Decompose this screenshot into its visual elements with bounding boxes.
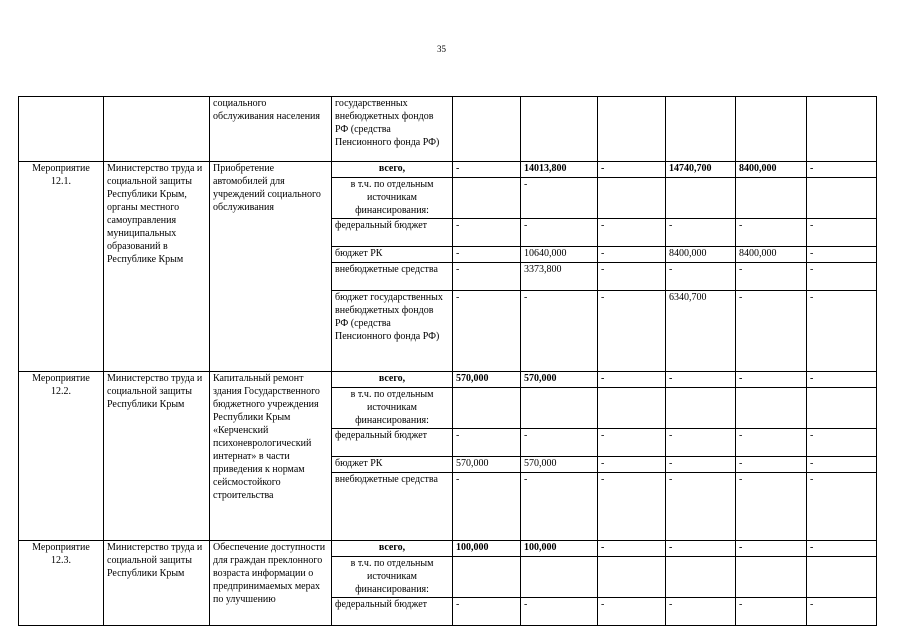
value-cell: - (666, 457, 736, 473)
value-cell: - (453, 219, 521, 247)
value-cell: - (736, 372, 807, 388)
value-cell: - (521, 429, 598, 457)
funding-source-cell: всего, (332, 541, 453, 557)
value-cell: 8400,000 (666, 247, 736, 263)
value-cell: - (807, 598, 877, 626)
value-cell (666, 97, 736, 162)
value-cell: - (807, 457, 877, 473)
activity-name-cell: социального обслуживания населения (210, 97, 332, 162)
funding-source-cell: федеральный бюджет (332, 219, 453, 247)
funding-source-cell: всего, (332, 162, 453, 178)
value-cell (666, 388, 736, 429)
value-cell: - (453, 247, 521, 263)
value-cell: - (521, 219, 598, 247)
value-cell: 570,000 (453, 457, 521, 473)
value-cell (453, 97, 521, 162)
value-cell: - (736, 291, 807, 372)
value-cell: - (666, 473, 736, 541)
executor-cell: Министерство труда и социальной защиты Республики Крым (104, 372, 210, 541)
value-cell: - (598, 219, 666, 247)
value-cell: - (807, 162, 877, 178)
value-cell: - (666, 219, 736, 247)
value-cell: - (453, 598, 521, 626)
value-cell: - (453, 162, 521, 178)
value-cell: 100,000 (453, 541, 521, 557)
value-cell: - (598, 372, 666, 388)
value-cell: - (807, 429, 877, 457)
value-cell: - (807, 473, 877, 541)
value-cell (521, 388, 598, 429)
value-cell: 14740,700 (666, 162, 736, 178)
value-cell: 570,000 (521, 372, 598, 388)
value-cell: 14013,800 (521, 162, 598, 178)
value-cell: - (666, 263, 736, 291)
value-cell (598, 178, 666, 219)
value-cell: - (807, 372, 877, 388)
value-cell (453, 388, 521, 429)
value-cell: - (736, 473, 807, 541)
funding-source-cell: бюджет РК (332, 247, 453, 263)
value-cell (807, 178, 877, 219)
value-cell: 3373,800 (521, 263, 598, 291)
value-cell (598, 97, 666, 162)
funding-source-cell: в т.ч. по отдельным источникам финансирования: (332, 178, 453, 219)
table-row (19, 97, 877, 162)
value-cell: - (807, 263, 877, 291)
activity-name-cell: Капитальный ремонт здания Государственного бюджетного учреждения Республики Крым «Керченский психоневрологический интернат» в части приведения к нормам сейсмостойкого строительства (210, 372, 332, 541)
value-cell: 570,000 (521, 457, 598, 473)
table-row (19, 372, 877, 388)
funding-source-cell: внебюджетные средства (332, 263, 453, 291)
value-cell: 570,000 (453, 372, 521, 388)
value-cell: - (598, 263, 666, 291)
funding-source-cell: в т.ч. по отдельным источникам финансирования: (332, 388, 453, 429)
activity-name-cell: Обеспечение доступности для граждан преклонного возраста информации о предпринимаемых мерах по улучшению (210, 541, 332, 626)
value-cell (598, 388, 666, 429)
value-cell: - (807, 541, 877, 557)
funding-source-cell: внебюджетные средства (332, 473, 453, 541)
value-cell (453, 178, 521, 219)
value-cell: - (666, 541, 736, 557)
executor-cell: Министерство труда и социальной защиты Республики Крым, органы местного самоуправления муниципальных образований в Республике Крым (104, 162, 210, 372)
value-cell: 10640,000 (521, 247, 598, 263)
executor-cell (104, 97, 210, 162)
value-cell: - (598, 457, 666, 473)
value-cell: - (807, 247, 877, 263)
value-cell: - (453, 429, 521, 457)
value-cell: 8400,000 (736, 162, 807, 178)
value-cell: - (666, 429, 736, 457)
funding-source-cell: всего, (332, 372, 453, 388)
funding-source-cell: государственных внебюджетных фондов РФ (средства Пенсионного фонда РФ) (332, 97, 453, 162)
funding-source-cell: бюджет государственных внебюджетных фондов РФ (средства Пенсионного фонда РФ) (332, 291, 453, 372)
value-cell (736, 97, 807, 162)
value-cell: - (453, 291, 521, 372)
value-cell: - (453, 473, 521, 541)
value-cell: - (521, 598, 598, 626)
value-cell: - (736, 263, 807, 291)
value-cell (807, 557, 877, 598)
value-cell: - (598, 429, 666, 457)
value-cell: - (807, 219, 877, 247)
table-row (19, 541, 877, 557)
value-cell (736, 388, 807, 429)
table-row (19, 162, 877, 178)
value-cell: - (598, 291, 666, 372)
value-cell: 8400,000 (736, 247, 807, 263)
value-cell: - (736, 429, 807, 457)
value-cell: - (598, 473, 666, 541)
value-cell (666, 557, 736, 598)
funding-source-cell: в т.ч. по отдельным источникам финансирования: (332, 557, 453, 598)
event-cell: Мероприятие 12.3. (19, 541, 104, 626)
value-cell (521, 97, 598, 162)
value-cell: - (807, 291, 877, 372)
value-cell (598, 557, 666, 598)
value-cell (736, 557, 807, 598)
executor-cell: Министерство труда и социальной защиты Республики Крым (104, 541, 210, 626)
value-cell (453, 557, 521, 598)
activity-name-cell: Приобретение автомобилей для учреждений социального обслуживания (210, 162, 332, 372)
page-number: 35 (437, 44, 446, 54)
event-cell: Мероприятие 12.1. (19, 162, 104, 372)
value-cell: - (666, 372, 736, 388)
value-cell: - (598, 598, 666, 626)
value-cell (666, 178, 736, 219)
value-cell: - (598, 247, 666, 263)
funding-source-cell: бюджет РК (332, 457, 453, 473)
value-cell: - (453, 263, 521, 291)
event-cell: Мероприятие 12.2. (19, 372, 104, 541)
value-cell: - (736, 598, 807, 626)
value-cell: - (521, 178, 598, 219)
value-cell (807, 97, 877, 162)
event-cell (19, 97, 104, 162)
funding-source-cell: федеральный бюджет (332, 598, 453, 626)
funding-table (18, 96, 877, 626)
value-cell (736, 178, 807, 219)
value-cell: - (598, 541, 666, 557)
value-cell: - (521, 473, 598, 541)
funding-source-cell: федеральный бюджет (332, 429, 453, 457)
value-cell: 100,000 (521, 541, 598, 557)
value-cell: - (598, 162, 666, 178)
value-cell (521, 557, 598, 598)
value-cell: 6340,700 (666, 291, 736, 372)
value-cell (807, 388, 877, 429)
value-cell: - (521, 291, 598, 372)
value-cell: - (736, 541, 807, 557)
value-cell: - (736, 219, 807, 247)
value-cell: - (736, 457, 807, 473)
value-cell: - (666, 598, 736, 626)
